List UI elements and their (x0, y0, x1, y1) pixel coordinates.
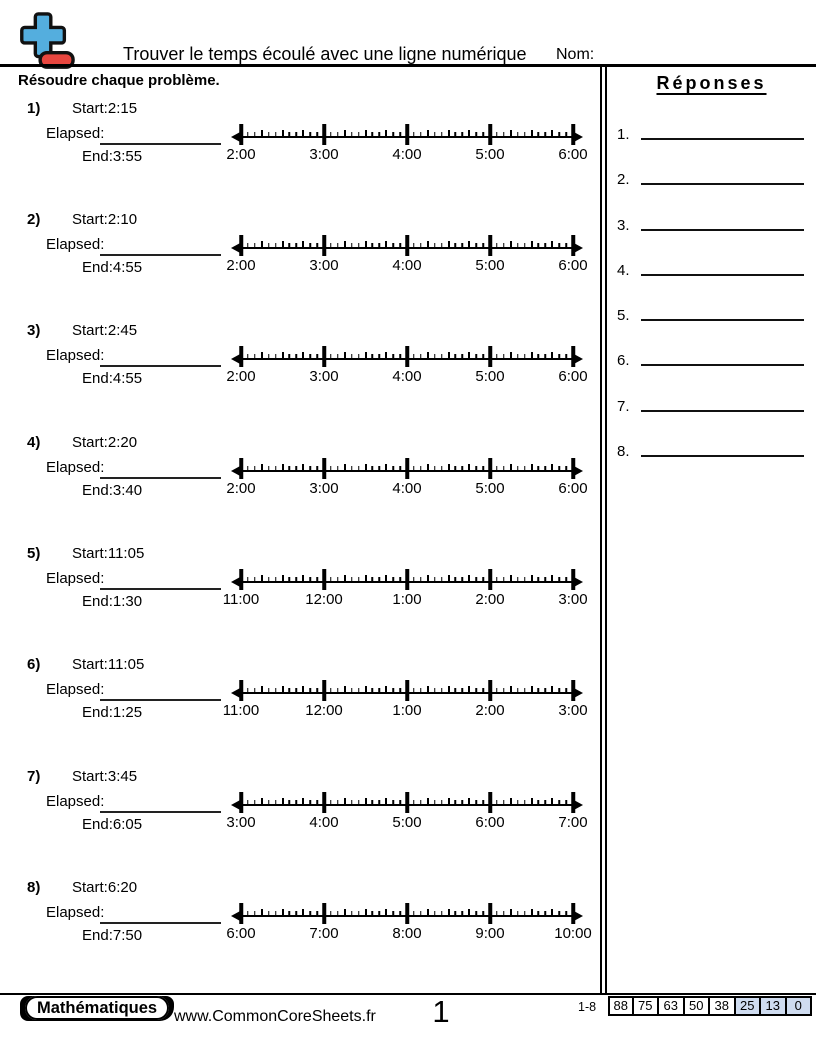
start-value: 11:05 (107, 545, 145, 562)
hour-label: 9:00 (475, 925, 505, 942)
start-label: Start: (72, 211, 108, 228)
hour-label: 4:00 (392, 257, 422, 274)
problem-3 (0, 322, 600, 422)
tick-marks (241, 124, 573, 146)
column-divider (600, 67, 607, 993)
answer-blank[interactable] (641, 352, 804, 366)
elapsed-label: Elapsed: (46, 570, 105, 587)
time-number-line (226, 792, 588, 836)
end-time (82, 148, 142, 165)
answer-blank[interactable] (641, 217, 804, 231)
hour-label: 4:00 (392, 480, 422, 497)
time-number-line (226, 458, 588, 502)
answer-blank[interactable] (641, 398, 804, 412)
problem-1 (0, 100, 600, 200)
subject-badge (20, 996, 174, 1021)
elapsed-label: Elapsed: (46, 236, 105, 253)
start-time (72, 211, 137, 228)
hour-label: 2:00 (226, 146, 256, 163)
answer-row-2 (617, 171, 807, 193)
end-label: End: (82, 148, 113, 165)
hour-label: 12:00 (305, 702, 343, 719)
start-time (72, 768, 137, 785)
hour-label: 8:00 (392, 925, 422, 942)
hour-label: 6:00 (475, 814, 505, 831)
answer-number: 4. (617, 262, 630, 279)
answer-blank[interactable] (641, 171, 804, 185)
answer-number: 6. (617, 352, 630, 369)
problem-8 (0, 879, 600, 979)
time-number-line (226, 124, 588, 168)
problem-2 (0, 211, 600, 311)
elapsed-answer-blank[interactable] (100, 794, 221, 813)
plus-minus-logo-icon (12, 12, 78, 72)
hour-label: 5:00 (475, 257, 505, 274)
start-label: Start: (72, 434, 108, 451)
problem-number: 8) (27, 879, 41, 896)
website-url: www.CommonCoreSheets.fr (174, 1008, 376, 1025)
start-value: 2:15 (107, 100, 138, 117)
start-value: 2:10 (107, 211, 138, 228)
end-value: 1:30 (112, 593, 143, 610)
hour-label: 2:00 (475, 702, 505, 719)
end-value: 3:55 (112, 148, 143, 165)
answer-row-3 (617, 217, 807, 239)
answers-sidebar (607, 67, 816, 993)
start-label: Start: (72, 322, 108, 339)
hour-label: 3:00 (558, 702, 588, 719)
elapsed-label: Elapsed: (46, 459, 105, 476)
start-label: Start: (72, 545, 108, 562)
elapsed-label: Elapsed: (46, 904, 105, 921)
hour-label: 3:00 (309, 257, 339, 274)
end-label: End: (82, 927, 113, 944)
score-cell-highlighted: 13 (761, 996, 787, 1016)
hour-label: 10:00 (554, 925, 592, 942)
end-time (82, 927, 142, 944)
hour-label: 6:00 (558, 257, 588, 274)
answer-blank[interactable] (641, 307, 804, 321)
commoncoresheets-logo (12, 12, 78, 77)
answer-row-7 (617, 398, 807, 420)
tick-marks (241, 792, 573, 814)
hour-label: 3:00 (226, 814, 256, 831)
score-cell: 75 (634, 996, 660, 1016)
hour-label: 3:00 (309, 480, 339, 497)
elapsed-label: Elapsed: (46, 793, 105, 810)
problem-number: 6) (27, 656, 41, 673)
start-value: 3:45 (107, 768, 138, 785)
elapsed-answer-blank[interactable] (100, 237, 221, 256)
hour-label: 2:00 (226, 480, 256, 497)
score-cell: 63 (659, 996, 685, 1016)
elapsed-label: Elapsed: (46, 125, 105, 142)
elapsed-label: Elapsed: (46, 347, 105, 364)
answer-row-6 (617, 352, 807, 374)
end-value: 1:25 (112, 704, 143, 721)
start-value: 11:05 (107, 656, 145, 673)
start-value: 2:45 (107, 322, 138, 339)
end-time (82, 704, 142, 721)
hour-label: 4:00 (392, 368, 422, 385)
elapsed-label: Elapsed: (46, 681, 105, 698)
problem-4 (0, 434, 600, 534)
end-time (82, 259, 142, 276)
elapsed-answer-blank[interactable] (100, 682, 221, 701)
end-label: End: (82, 593, 113, 610)
problem-number: 7) (27, 768, 41, 785)
tick-marks (241, 569, 573, 591)
answer-row-8 (617, 443, 807, 465)
hour-label: 6:00 (558, 146, 588, 163)
problem-number: 5) (27, 545, 41, 562)
end-label: End: (82, 816, 113, 833)
hour-label: 6:00 (226, 925, 256, 942)
score-cell: 88 (608, 996, 634, 1016)
end-label: End: (82, 704, 113, 721)
logo-plus-shape (22, 14, 65, 57)
hour-label: 11:00 (222, 591, 260, 608)
end-time (82, 482, 142, 499)
answer-number: 2. (617, 171, 630, 188)
problem-7 (0, 768, 600, 868)
start-label: Start: (72, 100, 108, 117)
answers-heading: Réponses (656, 73, 767, 93)
start-time (72, 434, 137, 451)
start-value: 6:20 (107, 879, 138, 896)
time-number-line (222, 569, 588, 613)
score-cell-highlighted: 25 (736, 996, 762, 1016)
elapsed-answer-blank[interactable] (100, 460, 221, 479)
elapsed-answer-blank[interactable] (100, 571, 221, 590)
hour-label: 6:00 (558, 368, 588, 385)
end-label: End: (82, 370, 113, 387)
time-number-line (226, 235, 588, 279)
page-number: 1 (432, 994, 450, 1029)
answer-row-1 (617, 126, 807, 148)
problem-number: 4) (27, 434, 41, 451)
end-time (82, 816, 142, 833)
hour-label: 1:00 (392, 591, 422, 608)
hour-label: 7:00 (558, 814, 588, 831)
hour-label: 2:00 (226, 257, 256, 274)
end-label: End: (82, 482, 113, 499)
hour-label: 1:00 (392, 702, 422, 719)
end-label: End: (82, 259, 113, 276)
start-label: Start: (72, 656, 108, 673)
start-label: Start: (72, 768, 108, 785)
footer-divider-line (0, 993, 816, 995)
start-time (72, 545, 144, 562)
problem-number: 2) (27, 211, 41, 228)
start-time (72, 879, 137, 896)
hour-label: 5:00 (392, 814, 422, 831)
answer-blank[interactable] (641, 443, 804, 457)
elapsed-answer-blank[interactable] (100, 126, 221, 145)
answer-blank[interactable] (641, 126, 804, 140)
score-cell-highlighted: 0 (787, 996, 813, 1016)
hour-label: 2:00 (226, 368, 256, 385)
score-cell: 38 (710, 996, 736, 1016)
start-label: Start: (72, 879, 108, 896)
start-time (72, 100, 137, 117)
end-value: 3:40 (112, 482, 143, 499)
instructions-text: Résoudre chaque problème. (18, 72, 220, 89)
answer-row-4 (617, 262, 807, 284)
end-value: 4:55 (112, 259, 143, 276)
start-time (72, 656, 144, 673)
hour-label: 4:00 (392, 146, 422, 163)
start-value: 2:20 (107, 434, 138, 451)
end-value: 7:50 (112, 927, 143, 944)
hour-label: 2:00 (475, 591, 505, 608)
time-number-line (226, 346, 588, 390)
hour-label: 6:00 (558, 480, 588, 497)
hour-label: 5:00 (475, 368, 505, 385)
page-title: Trouver le temps écoulé avec une ligne numérique (123, 44, 527, 64)
tick-marks (241, 346, 573, 368)
score-range-label: 1-8 (578, 1000, 597, 1014)
problem-5 (0, 545, 600, 645)
problem-number: 3) (27, 322, 41, 339)
hour-label: 5:00 (475, 146, 505, 163)
problem-number: 1) (27, 100, 41, 117)
elapsed-answer-blank[interactable] (100, 905, 221, 924)
tick-marks (241, 903, 573, 925)
tick-marks (241, 235, 573, 257)
hour-label: 5:00 (475, 480, 505, 497)
end-time (82, 593, 142, 610)
end-value: 6:05 (112, 816, 143, 833)
hour-label: 3:00 (558, 591, 588, 608)
end-value: 4:55 (112, 370, 143, 387)
elapsed-answer-blank[interactable] (100, 348, 221, 367)
start-time (72, 322, 137, 339)
hour-label: 7:00 (309, 925, 339, 942)
time-number-line (226, 903, 592, 947)
hour-label: 4:00 (309, 814, 339, 831)
hour-label: 3:00 (309, 146, 339, 163)
answer-number: 7. (617, 398, 630, 415)
subject-badge-label: Mathématiques (25, 996, 169, 1020)
answer-number: 1. (617, 126, 630, 143)
answer-number: 8. (617, 443, 630, 460)
answer-row-5 (617, 307, 807, 329)
hour-label: 3:00 (309, 368, 339, 385)
answer-number: 5. (617, 307, 630, 324)
score-cell: 50 (685, 996, 711, 1016)
name-label: Nom: (556, 46, 595, 63)
time-number-line (222, 680, 588, 724)
problem-6 (0, 656, 600, 756)
tick-marks (241, 680, 573, 702)
answer-blank[interactable] (641, 262, 804, 276)
answer-number: 3. (617, 217, 630, 234)
score-table (608, 996, 812, 1016)
hour-label: 12:00 (305, 591, 343, 608)
hour-label: 11:00 (222, 702, 260, 719)
tick-marks (241, 458, 573, 480)
end-time (82, 370, 142, 387)
